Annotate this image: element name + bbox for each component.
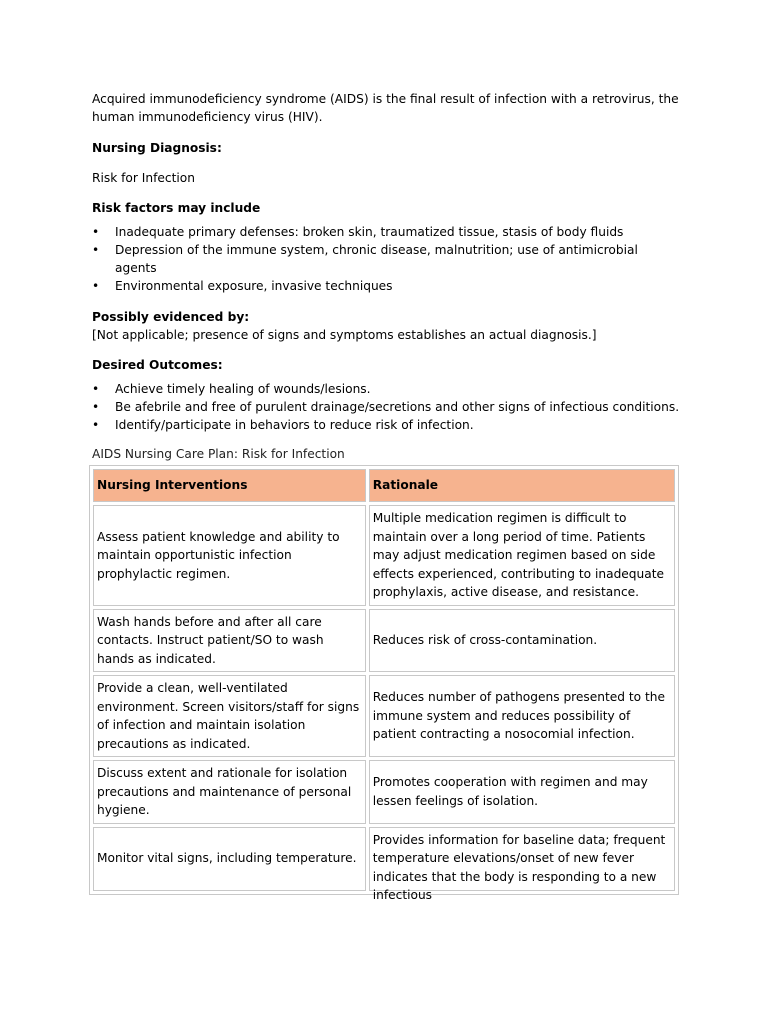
- list-item: • Achieve timely healing of wounds/lesions.: [92, 380, 682, 398]
- table-caption: AIDS Nursing Care Plan: Risk for Infection: [92, 447, 345, 461]
- rationale-cell: [369, 827, 675, 902]
- rationale-text: Provides information for baseline data; frequent temperature elevations/onset of new fever indicates that the body is responding to a new infectious: [372, 832, 666, 902]
- document-page: [92, 90, 682, 902]
- intervention-cell: Monitor vital signs, including temperature.: [93, 827, 366, 891]
- care-plan-table: [89, 465, 679, 902]
- list-item: • Identify/participate in behaviors to reduce risk of infection.: [92, 416, 682, 434]
- table-row: [93, 505, 675, 606]
- intervention-cell: Assess patient knowledge and ability to maintain opportunistic infection prophylactic regimen.: [93, 505, 366, 606]
- risk-factors-list: [92, 223, 682, 295]
- header-rationale: Rationale: [369, 469, 675, 502]
- nursing-diagnosis-value: Risk for Infection: [92, 171, 195, 185]
- rationale-cell: Reduces number of pathogens presented to the immune system and reduces possibility of patient contracting a nosocomial infection.: [369, 675, 675, 757]
- table-row: [93, 760, 675, 824]
- risk-factors-heading: Risk factors may include: [92, 201, 261, 215]
- rationale-cell: Reduces risk of cross-contamination.: [369, 609, 675, 673]
- list-item: • Be afebrile and free of purulent drainage/secretions and other signs of infectious conditions.: [92, 398, 682, 416]
- intervention-cell: Wash hands before and after all care contacts. Instruct patient/SO to wash hands as indicated.: [93, 609, 366, 673]
- nursing-diagnosis-heading: Nursing Diagnosis:: [92, 141, 222, 155]
- table-row: [93, 827, 675, 891]
- table-row: [93, 609, 675, 673]
- header-interventions: Nursing Interventions: [93, 469, 366, 502]
- list-item: • Environmental exposure, invasive techniques: [92, 277, 682, 295]
- evidenced-by-text: [Not applicable; presence of signs and symptoms establishes an actual diagnosis.]: [92, 328, 597, 342]
- rationale-cell: Multiple medication regimen is difficult to maintain over a long period of time. Patients may adjust medication regimen based on side effects experienced, contributing to inadequate prophylaxis, active disease, and resistance.: [369, 505, 675, 606]
- table-header-row: [93, 469, 675, 502]
- intervention-cell: Provide a clean, well-ventilated environment. Screen visitors/staff for signs of infection and maintain isolation precautions as indicated.: [93, 675, 366, 757]
- table-row: [93, 675, 675, 757]
- desired-outcomes-heading: Desired Outcomes:: [92, 358, 223, 372]
- rationale-cell: Promotes cooperation with regimen and may lessen feelings of isolation.: [369, 760, 675, 824]
- list-item: • Depression of the immune system, chronic disease, malnutrition; use of antimicrobial agents: [92, 241, 682, 277]
- desired-outcomes-list: [92, 380, 682, 434]
- intro-paragraph: Acquired immunodeficiency syndrome (AIDS) is the final result of infection with a retrovirus, the human immunodeficiency virus (HIV).: [92, 92, 679, 124]
- list-item: • Inadequate primary defenses: broken skin, traumatized tissue, stasis of body fluids: [92, 223, 682, 241]
- intervention-cell: Discuss extent and rationale for isolation precautions and maintenance of personal hygiene.: [93, 760, 366, 824]
- evidenced-by-heading: Possibly evidenced by:: [92, 310, 250, 324]
